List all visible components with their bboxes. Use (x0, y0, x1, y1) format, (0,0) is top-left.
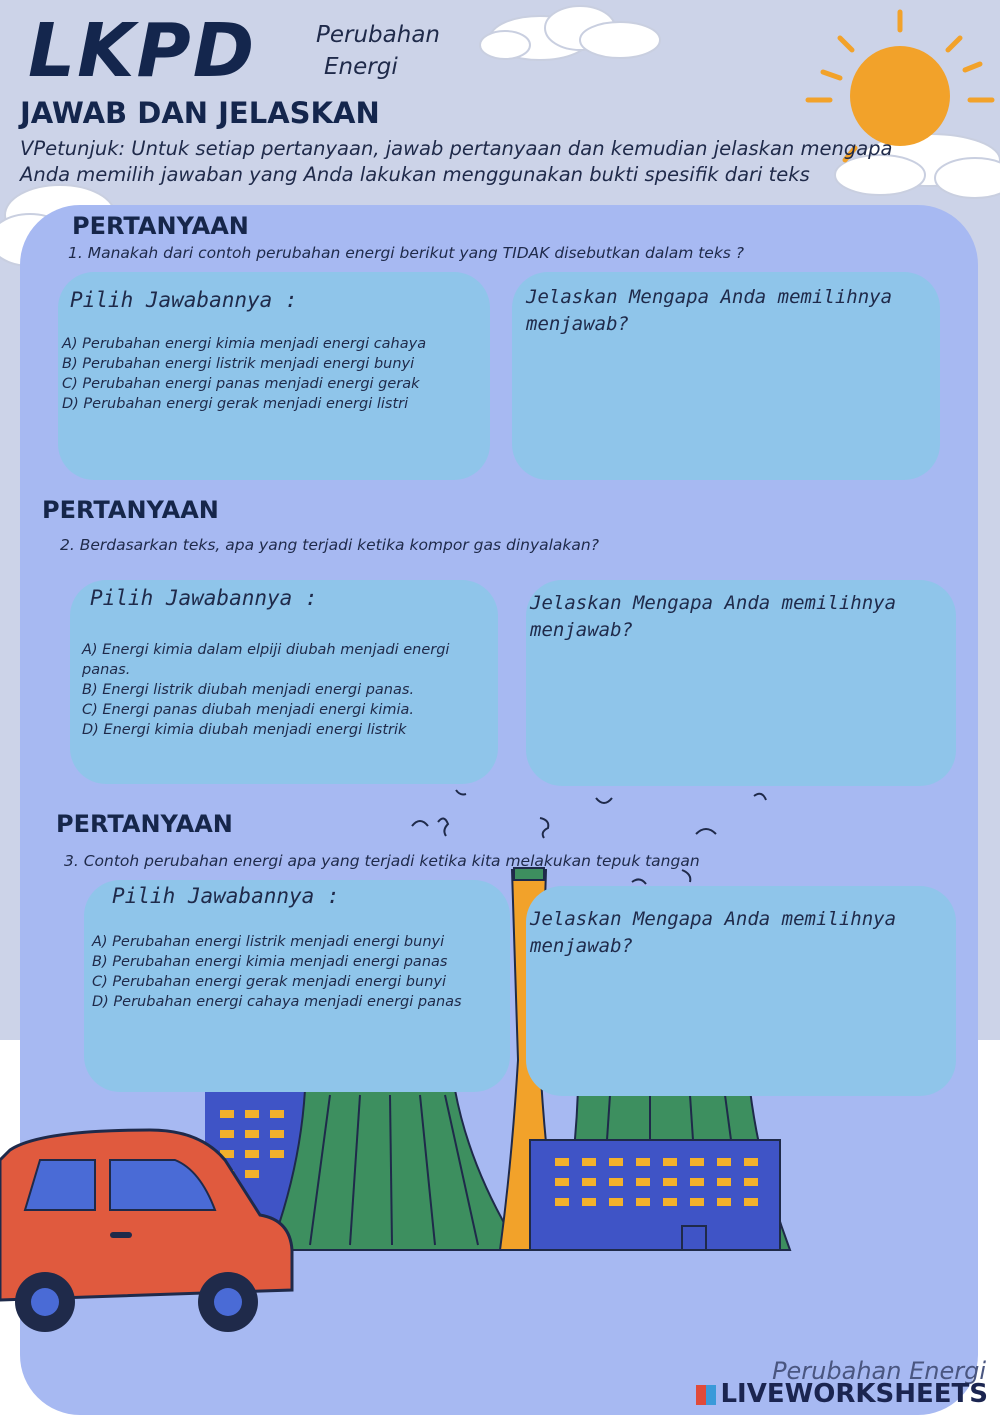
question-1-option-c[interactable]: C) Perubahan energi panas menjadi energi gerak (62, 376, 420, 392)
question-1-options (62, 334, 488, 414)
question-2-options (82, 640, 478, 740)
cloud-icon (480, 6, 660, 60)
question-1-option-a[interactable]: A) Perubahan energi kimia menjadi energi cahaya (62, 336, 427, 352)
question-3-options (92, 932, 506, 1012)
question-1-option-b[interactable]: B) Perubahan energi listrik menjadi energi bunyi (62, 356, 415, 372)
instruction-line-2: Anda memilih jawaban yang Anda lakukan menggunakan bukti spesifik dari teks (20, 163, 810, 186)
question-2-option-b[interactable]: B) Energi listrik diubah menjadi energi panas. (82, 682, 415, 698)
question-1-explain-label: Jelaskan Mengapa Anda memilihnya menjawab? (526, 286, 893, 335)
question-3-answer-box[interactable] (84, 880, 510, 1092)
question-1-text: 1. Manakah dari contoh perubahan energi berikut yang TIDAK disebutkan dalam teks ? (68, 244, 745, 262)
question-3-explain-box[interactable] (526, 886, 956, 1096)
question-2-answer-box[interactable] (70, 580, 498, 784)
question-2-pick-label: Pilih Jawabannya : (90, 586, 318, 610)
question-3-option-a[interactable]: A) Perubahan energi listrik menjadi energi bunyi (92, 934, 445, 950)
logo: LKPD (28, 8, 257, 94)
question-2-explain-label: Jelaskan Mengapa Anda memilihnya menjawab? (530, 592, 897, 641)
question-1-explain-box[interactable] (512, 272, 940, 480)
question-3-heading: PERTANYAAN (56, 810, 233, 838)
page-title: JAWAB DAN JELASKAN (20, 96, 380, 130)
question-1-answer-box[interactable] (58, 272, 490, 480)
question-1-pick-label: Pilih Jawabannya : (70, 288, 298, 312)
question-1-option-d[interactable]: D) Perubahan energi gerak menjadi energi listri (62, 396, 409, 412)
question-2-explain-box[interactable] (526, 580, 956, 786)
question-3-text: 3. Contoh perubahan energi apa yang terjadi ketika kita melakukan tepuk tangan (64, 852, 700, 870)
question-3-option-d[interactable]: D) Perubahan energi cahaya menjadi energi panas (92, 994, 462, 1010)
question-3-option-c[interactable]: C) Perubahan energi gerak menjadi energi bunyi (92, 974, 447, 990)
footer-watermark: Perubahan Energi (772, 1357, 986, 1385)
question-2-option-d[interactable]: D) Energi kimia diubah menjadi energi listrik (82, 722, 407, 738)
question-3-pick-label: Pilih Jawabannya : (112, 884, 340, 908)
instructions (20, 136, 1000, 188)
subtitle-line-1: Perubahan (316, 22, 440, 48)
question-2-heading: PERTANYAAN (42, 496, 219, 524)
liveworksheets-label: LIVEWORKSHEETS (720, 1379, 988, 1409)
question-3-option-b[interactable]: B) Perubahan energi kimia menjadi energi panas (92, 954, 448, 970)
question-2-text: 2. Berdasarkan teks, apa yang terjadi ketika kompor gas dinyalakan? (60, 536, 599, 554)
liveworksheets-logo[interactable] (696, 1379, 988, 1409)
liveworksheets-icon (696, 1385, 716, 1405)
subtitle-line-2: Energi (324, 54, 398, 80)
question-2-option-a[interactable]: A) Energi kimia dalam elpiji diubah menjadi energi panas. (82, 642, 450, 678)
question-2-option-c[interactable]: C) Energi panas diubah menjadi energi kimia. (82, 702, 415, 718)
question-1-heading: PERTANYAAN (72, 212, 249, 240)
question-3-explain-label: Jelaskan Mengapa Anda memilihnya menjawab? (530, 908, 897, 957)
instruction-line-1: VPetunjuk: Untuk setiap pertanyaan, jawab pertanyaan dan kemudian jelaskan mengapa (20, 137, 893, 160)
